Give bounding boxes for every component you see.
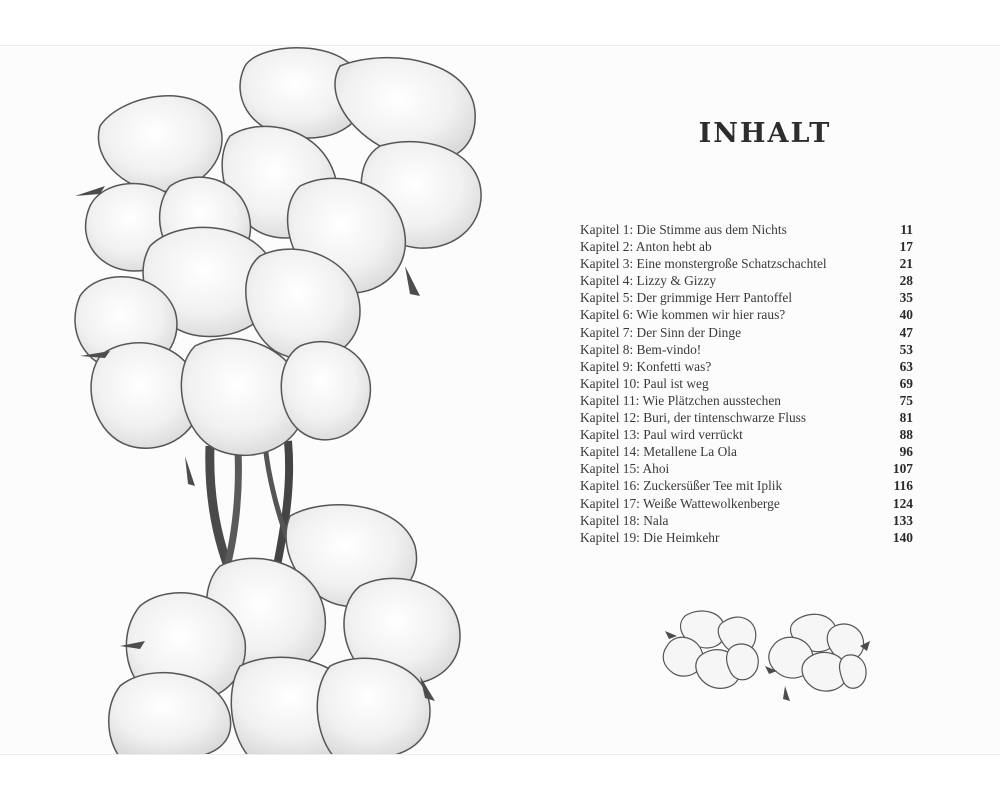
toc-page-number: 133 xyxy=(892,512,913,528)
toc-page-number: 81 xyxy=(899,410,913,426)
toc-page-number: 75 xyxy=(899,392,913,408)
toc-row-8 xyxy=(580,341,915,358)
toc-row-11 xyxy=(580,392,915,409)
toc-row-18 xyxy=(580,512,915,529)
toc-chapter-label: Kapitel 6: Wie kommen wir hier raus? xyxy=(580,307,786,323)
toc-chapter-label: Kapitel 2: Anton hebt ab xyxy=(580,239,712,255)
toc-page-number: 88 xyxy=(899,427,913,443)
toc-chapter-label: Kapitel 17: Weiße Wattewolkenberge xyxy=(580,495,780,511)
toc-chapter-label: Kapitel 12: Buri, der tintenschwarze Fluss xyxy=(580,410,807,426)
toc-page-number: 116 xyxy=(893,478,913,494)
book-page xyxy=(0,45,1000,755)
toc-chapter-label: Kapitel 15: Ahoi xyxy=(580,461,670,477)
toc-page-number: 69 xyxy=(899,375,913,391)
toc-row-9 xyxy=(580,358,915,375)
toc-chapter-label: Kapitel 11: Wie Plätzchen ausstechen xyxy=(580,392,781,408)
toc-row-6 xyxy=(580,306,915,323)
toc-row-2 xyxy=(580,238,915,255)
toc-chapter-label: Kapitel 1: Die Stimme aus dem Nichts xyxy=(580,222,787,237)
toc-chapter-label: Kapitel 13: Paul wird verrückt xyxy=(580,427,743,443)
page-title: INHALT xyxy=(698,118,832,149)
toc-row-14 xyxy=(580,443,915,460)
toc-page-number: 21 xyxy=(899,256,913,272)
toc-page-number: 11 xyxy=(900,222,913,237)
cotton-branch-illustration xyxy=(60,46,500,754)
toc-row-15 xyxy=(580,460,915,477)
toc-page-number: 17 xyxy=(899,239,913,255)
table-of-contents xyxy=(580,221,915,546)
toc-page-number: 107 xyxy=(892,461,913,477)
toc-row-5 xyxy=(580,289,915,306)
toc-chapter-label: Kapitel 10: Paul ist weg xyxy=(580,375,709,391)
toc-row-17 xyxy=(580,495,915,512)
toc-chapter-label: Kapitel 4: Lizzy & Gizzy xyxy=(580,273,717,289)
toc-row-3 xyxy=(580,255,915,272)
toc-chapter-label: Kapitel 14: Metallene La Ola xyxy=(580,444,737,460)
toc-row-1 xyxy=(580,221,915,238)
toc-page-number: 96 xyxy=(899,444,913,460)
toc-page-number: 63 xyxy=(899,358,913,374)
toc-page-number: 124 xyxy=(892,495,913,511)
toc-chapter-label: Kapitel 8: Bem-vindo! xyxy=(580,341,702,357)
cotton-bolls-small-illustration xyxy=(655,601,875,716)
toc-row-19 xyxy=(580,529,915,546)
toc-page-number: 47 xyxy=(899,324,913,340)
toc-row-13 xyxy=(580,426,915,443)
toc-chapter-label: Kapitel 19: Die Heimkehr xyxy=(580,529,720,545)
toc-row-16 xyxy=(580,477,915,494)
toc-chapter-label: Kapitel 5: Der grimmige Herr Pantoffel xyxy=(580,290,793,306)
toc-row-10 xyxy=(580,375,915,392)
toc-row-12 xyxy=(580,409,915,426)
toc-chapter-label: Kapitel 18: Nala xyxy=(580,512,669,528)
toc-page-number: 53 xyxy=(899,341,913,357)
toc-chapter-label: Kapitel 9: Konfetti was? xyxy=(580,358,712,374)
toc-page-number: 140 xyxy=(892,529,913,545)
toc-page-number: 40 xyxy=(899,307,913,323)
toc-page-number: 35 xyxy=(899,290,913,306)
toc-chapter-label: Kapitel 16: Zuckersüßer Tee mit Iplik xyxy=(580,478,783,494)
toc-chapter-label: Kapitel 7: Der Sinn der Dinge xyxy=(580,324,742,340)
toc-row-7 xyxy=(580,324,915,341)
toc-row-4 xyxy=(580,272,915,289)
toc-page-number: 28 xyxy=(899,273,913,289)
toc-chapter-label: Kapitel 3: Eine monstergroße Schatzschachtel xyxy=(580,256,827,272)
